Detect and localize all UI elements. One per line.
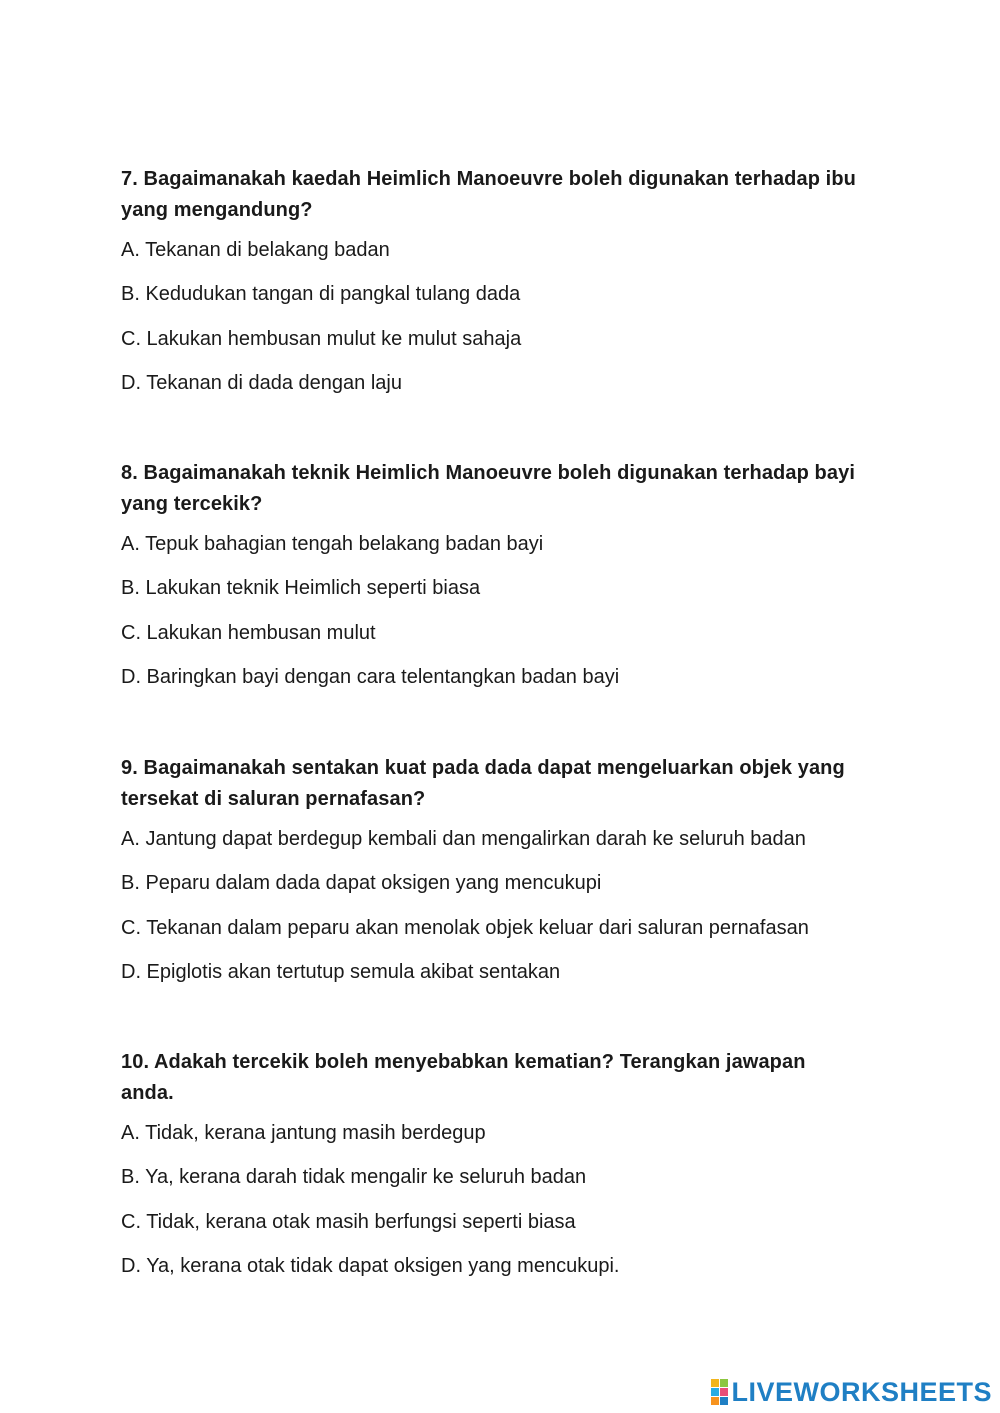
question-10-title-line1: 10. Adakah tercekik boleh menyebabkan kematian? Terangkan jawapan: [121, 1051, 806, 1073]
question-10-option-a[interactable]: A. Tidak, kerana jantung masih berdegup: [121, 1122, 486, 1144]
question-8-title-line1: 8. Bagaimanakah teknik Heimlich Manoeuvre boleh digunakan terhadap bayi: [121, 462, 855, 484]
liveworksheets-logo-icon: [711, 1379, 728, 1405]
question-7-option-b[interactable]: B. Kedudukan tangan di pangkal tulang dada: [121, 283, 521, 306]
question-9-title: [121, 753, 901, 815]
question-10-option-b[interactable]: B. Ya, kerana darah tidak mengalir ke seluruh badan: [121, 1166, 587, 1189]
logo-square: [711, 1397, 719, 1405]
question-7-option-a[interactable]: A. Tekanan di belakang badan: [121, 239, 390, 261]
question-8: [121, 458, 901, 708]
question-7-title-line1: 7. Bagaimanakah kaedah Heimlich Manoeuvre boleh digunakan terhadap ibu: [121, 168, 856, 190]
question-10: [121, 1047, 901, 1297]
question-10-title: [121, 1047, 901, 1109]
question-8-option-b[interactable]: B. Lakukan teknik Heimlich seperti biasa: [121, 577, 481, 600]
logo-square: [711, 1379, 719, 1387]
question-9: [121, 753, 901, 1003]
question-9-title-line1: 9. Bagaimanakah sentakan kuat pada dada dapat mengeluarkan objek yang: [121, 757, 845, 779]
watermark-text: LIVEWORKSHEETS: [731, 1377, 992, 1407]
question-10-option-c[interactable]: C. Tidak, kerana otak masih berfungsi seperti biasa: [121, 1210, 576, 1233]
logo-square: [711, 1388, 719, 1396]
question-7-option-c[interactable]: C. Lakukan hembusan mulut ke mulut sahaja: [121, 327, 522, 350]
question-10-title-line2: anda.: [121, 1082, 174, 1104]
question-8-title: [121, 458, 901, 520]
logo-square: [720, 1397, 728, 1405]
question-7: [121, 164, 901, 414]
question-8-option-d[interactable]: D. Baringkan bayi dengan cara telentangkan badan bayi: [121, 665, 620, 688]
question-10-option-d[interactable]: D. Ya, kerana otak tidak dapat oksigen yang mencukupi.: [121, 1254, 620, 1277]
question-9-title-line2: tersekat di saluran pernafasan?: [121, 788, 426, 810]
question-7-option-d[interactable]: D. Tekanan di dada dengan laju: [121, 371, 402, 394]
question-8-option-a[interactable]: A. Tepuk bahagian tengah belakang badan bayi: [121, 533, 544, 555]
question-7-title: [121, 164, 901, 226]
question-9-option-a[interactable]: A. Jantung dapat berdegup kembali dan mengalirkan darah ke seluruh badan: [121, 828, 806, 850]
question-8-title-line2: yang tercekik?: [121, 493, 263, 515]
question-9-option-d[interactable]: D. Epiglotis akan tertutup semula akibat sentakan: [121, 960, 561, 983]
logo-square: [720, 1379, 728, 1387]
question-9-option-b[interactable]: B. Peparu dalam dada dapat oksigen yang mencukupi: [121, 872, 602, 895]
liveworksheets-watermark: [711, 1379, 992, 1405]
question-8-option-c[interactable]: C. Lakukan hembusan mulut: [121, 621, 376, 644]
question-7-title-line2: yang mengandung?: [121, 199, 313, 221]
question-9-option-c[interactable]: C. Tekanan dalam peparu akan menolak objek keluar dari saluran pernafasan: [121, 916, 809, 939]
logo-square: [720, 1388, 728, 1396]
